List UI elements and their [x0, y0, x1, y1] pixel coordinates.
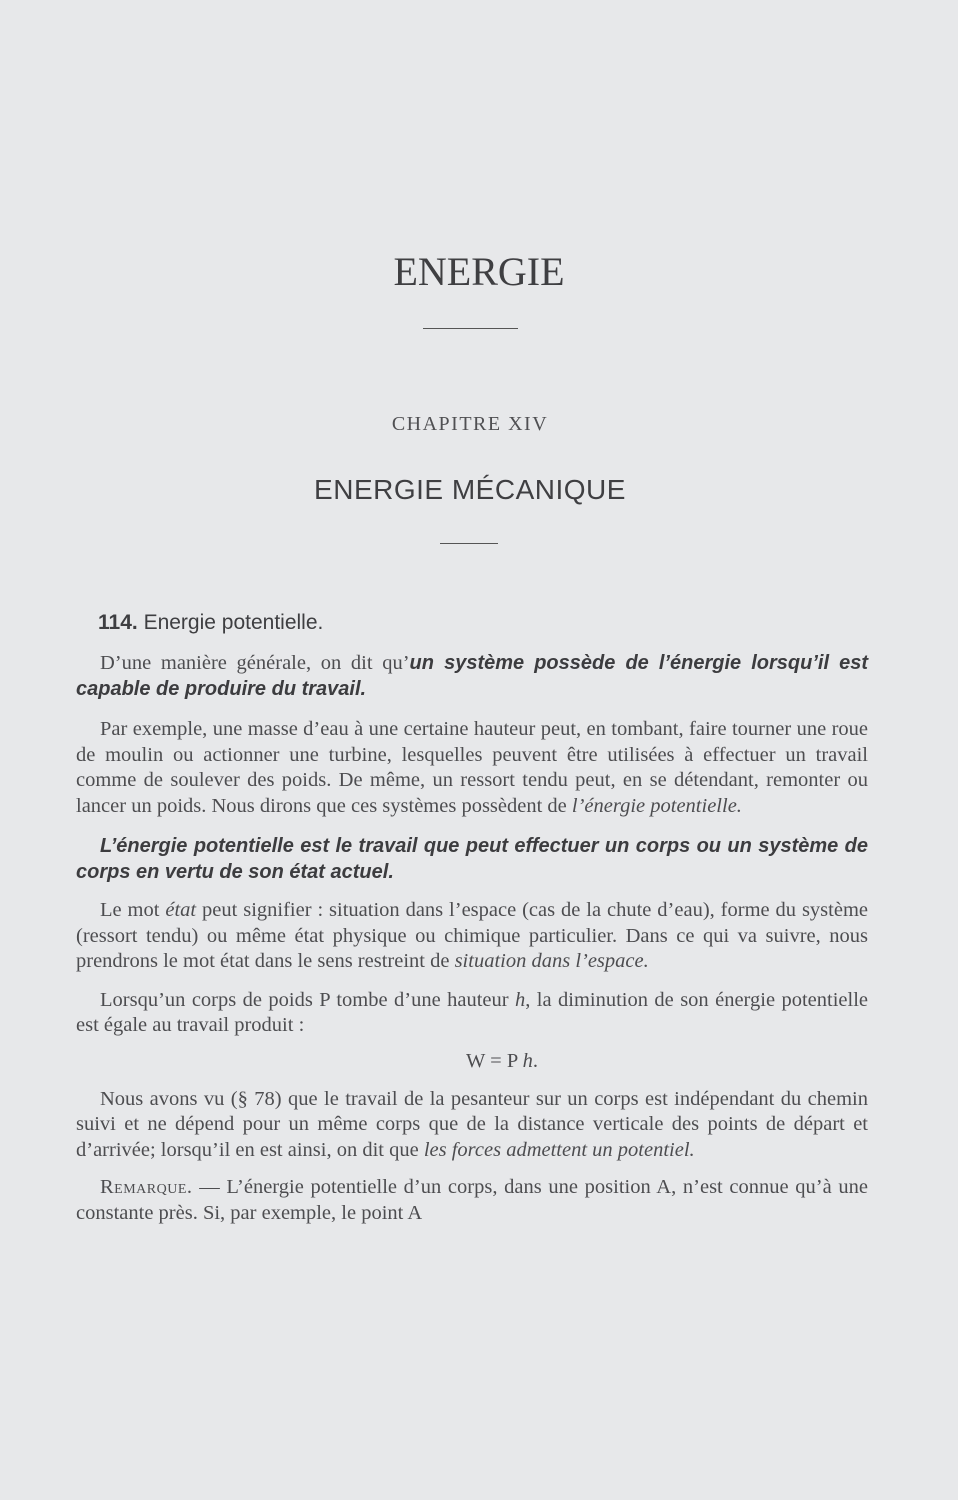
paragraph-falling-body	[76, 988, 868, 1039]
formula	[76, 1047, 868, 1075]
paragraph-text: Nous avons vu (§ 78) que le travail de la pesanteur sur un corps est indépendant du chemin suivi et ne dépend pour un même corps que de la distance verticale des points de départ et d’arrivée; lorsqu’il en est ainsi, on dit que	[76, 1087, 868, 1161]
chapter-title: ENERGIE MÉCANIQUE	[314, 474, 626, 505]
section-number: 114.	[98, 611, 138, 634]
paragraph-text: Le mot	[100, 899, 166, 921]
paragraph-definition-intro	[76, 651, 868, 702]
formula-variable: h	[522, 1049, 533, 1072]
emphasis-text: l’énergie potentielle.	[571, 794, 742, 817]
paragraph-state	[76, 898, 868, 975]
paragraph-potential	[76, 1087, 868, 1164]
chapter-divider	[440, 543, 498, 544]
section-title: Energie potentielle.	[143, 611, 324, 634]
paragraph-text: Lorsqu’un corps de poids P tombe d’une hauteur	[100, 988, 515, 1011]
paragraph-example	[76, 717, 868, 819]
paragraph-text: , la diminution de son énergie potentielle est égale au travail produit :	[76, 988, 868, 1036]
paragraph-text: Par exemple, une masse d’eau à une certaine hauteur peut, en tombant, faire tourner une roue de moulin ou actionner une turbine, lesquelles peuvent être utilisées à effectuer un travail comme de soulever des poids. De même, un ressort tendu peut, en se détendant, remonter ou lancer un poids. Nous dirons que ces systèmes possèdent de	[76, 718, 868, 817]
section-heading	[98, 605, 868, 641]
paragraph-text: peut signifier : situation dans l’espace (cas de la chute d’eau), forme du système (ressort tendu) ou même état physique ou chimique particulier. Dans ce qui va suivre, nous prendrons le mot état dans le sens restreint de	[76, 899, 868, 972]
paragraph-remark	[76, 1175, 868, 1226]
title-divider	[423, 328, 518, 329]
paragraph-text: — L’énergie potentielle d’un corps, dans une position A, n’est connue qu’à une constante près. Si, par exemple, le point A	[76, 1176, 868, 1224]
paragraph-definition: L’énergie potentielle est le travail que peut effectuer un corps ou un système de corps en vertu de son état actuel.	[76, 835, 868, 883]
formula-text: .	[532, 1049, 538, 1072]
emphasis-text: un système possède de l’énergie lorsqu’il est capable de produire du travail.	[76, 652, 868, 700]
emphasis-text: les forces admettent un potentiel.	[423, 1138, 695, 1161]
chapter-label: CHAPITRE XIV	[391, 413, 549, 435]
remark-label: Remarque.	[100, 1176, 193, 1198]
body-text	[76, 605, 868, 1226]
paragraph-text: D’une manière générale, on dit qu’	[100, 652, 410, 674]
variable-h: h	[515, 988, 526, 1011]
emphasis-text: état	[165, 899, 197, 921]
emphasis-text: situation dans l’espace.	[454, 950, 649, 972]
formula-text: W = P	[466, 1049, 523, 1072]
part-title: ENERGIE	[393, 249, 565, 294]
